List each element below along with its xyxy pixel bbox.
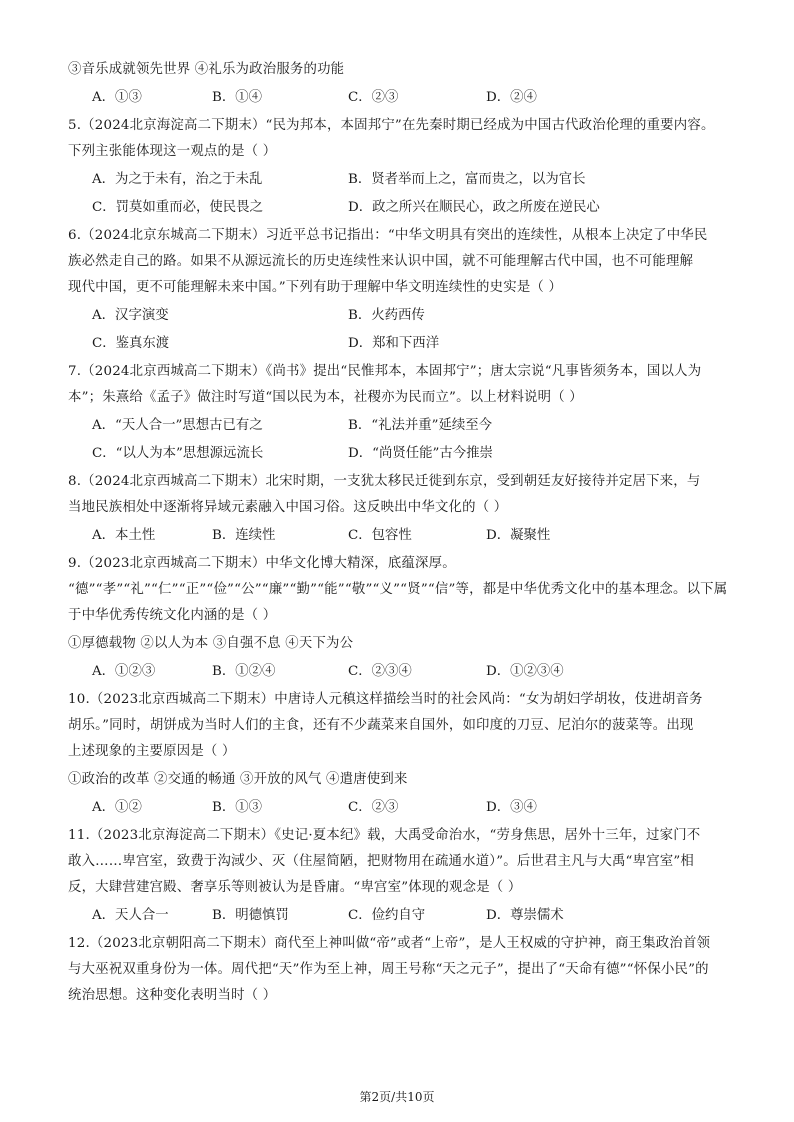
q5-option-d: D．政之所兴在顺民心，政之所废在逆民心: [348, 200, 600, 215]
q8-options: [92, 526, 734, 546]
q9-options: [92, 662, 734, 682]
q7-option-a: A．“天人合一”思想古已有之: [92, 418, 263, 433]
q4-option-a: A．①③: [92, 90, 142, 105]
q11-option-b: B．明德慎罚: [212, 908, 289, 923]
q9-stem-line-2: “德”“孝”“礼”“仁”“正”“俭”“公”“廉”“勤”“能”“敬”“义”“贤”“信”等，都是中华优秀文化中的基本理念。以下属: [68, 582, 728, 597]
q6-option-c: C．鉴真东渡: [92, 336, 170, 351]
q6-option-b: B．火药西传: [348, 308, 425, 323]
q10-options: [92, 798, 734, 818]
q8-option-c: C．包容性: [348, 528, 412, 543]
q4-statements: ③音乐成就领先世界 ④礼乐为政治服务的功能: [68, 62, 345, 77]
q10-option-c: C．②③: [348, 800, 399, 815]
q6-option-a: A．汉字演变: [92, 308, 169, 323]
q12-stem-line-3: 统治思想。这种变化表明当时（ ）: [68, 988, 277, 1003]
q11-option-a: A．天人合一: [92, 908, 169, 923]
q12-stem-line-1: 12.（2023北京朝阳高二下期末）商代至上神叫做“帝”或者“上帝”，是人王权威的守护神，商王集政治首领: [68, 936, 711, 951]
q11-options: [92, 906, 734, 926]
q7-option-d: D．“尚贤任能”古今推崇: [348, 446, 493, 461]
q4-option-c: C．②③: [348, 90, 399, 105]
q11-option-d: D．尊崇儒术: [486, 908, 564, 923]
q10-stem-line-2: 胡乐。”同时，胡饼成为当时人们的主食，还有不少蔬菜来自国外，如印度的刀豆、尼泊尔的菠菜等。出现: [68, 718, 694, 733]
q9-option-b: B．①②④: [212, 664, 276, 679]
q6-options-row-1: [92, 306, 734, 326]
q4-option-b: B．①④: [212, 90, 263, 105]
q6-option-d: D．郑和下西洋: [348, 336, 440, 351]
q11-option-c: C．俭约自守: [348, 908, 426, 923]
q8-option-a: A．本土性: [92, 528, 156, 543]
q5-stem-line-1: 5.（2024北京海淀高二下期末）“民为邦本，本固邦宁”在先秦时期已经成为中国古代政治伦理的重要内容。: [68, 118, 715, 133]
q9-option-d: D．①②③④: [486, 664, 564, 679]
q9-stem-line-3: 于中华优秀传统文化内涵的是（ ）: [68, 608, 277, 623]
q10-statements: ①政治的改革 ②交通的畅通 ③开放的风气 ④遣唐使到来: [68, 772, 408, 787]
q11-stem-line-1: 11.（2023北京海淀高二下期末）《史记·夏本纪》载，大禹受命治水，“劳身焦思，居外十三年，过家门不: [68, 828, 701, 843]
q10-stem-line-1: 10.（2023北京西城高二下期末）中唐诗人元稹这样描绘当时的社会风尚：“女为胡妇学胡妆，伎进胡音务: [68, 692, 703, 707]
q6-options-row-2: [92, 334, 734, 354]
q5-options-row-2: [92, 198, 734, 218]
q10-option-b: B．①③: [212, 800, 263, 815]
q5-option-c: C．罚莫如重而必，使民畏之: [92, 200, 263, 215]
q5-options-row-1: [92, 170, 734, 190]
q10-option-a: A．①②: [92, 800, 142, 815]
q8-option-d: D．凝聚性: [486, 528, 551, 543]
q9-option-c: C．②③④: [348, 664, 412, 679]
q7-option-b: B．“礼法并重”延续至今: [348, 418, 493, 433]
q4-option-d: D．②④: [486, 90, 537, 105]
q8-stem-line-2: 当地民族相处中逐渐将异域元素融入中国习俗。这反映出中华文化的（ ）: [68, 500, 508, 515]
q9-option-a: A．①②③: [92, 664, 156, 679]
q5-stem-line-2: 下列主张能体现这一观点的是（ ）: [68, 144, 277, 159]
q8-option-b: B．连续性: [212, 528, 276, 543]
q8-stem-line-1: 8.（2024北京西城高二下期末）北宋时期，一支犹太移民迁徙到东京，受到朝廷友好接待并定居下来，与: [68, 474, 701, 489]
q7-options-row-1: [92, 416, 734, 436]
q6-stem-line-3: 现代中国，更不可能理解未来中国。”下列有助于理解中华文明连续性的史实是（ ）: [68, 280, 563, 295]
q7-stem-line-1: 7.（2024北京西城高二下期末）《尚书》提出“民惟邦本，本固邦宁”；唐太宗说“凡事皆须务本，国以人为: [68, 364, 702, 379]
q9-statements: ①厚德载物 ②以人为本 ③自强不息 ④天下为公: [68, 636, 354, 651]
q9-stem-line-1: 9.（2023北京西城高二下期末）中华文化博大精深，底蕴深厚。: [68, 556, 456, 571]
q7-options-row-2: [92, 444, 734, 464]
q10-option-d: D．③④: [486, 800, 537, 815]
page-number: 第2页/共10页: [359, 1090, 435, 1104]
q5-option-b: B．贤者举而上之，富而贵之，以为官长: [348, 172, 586, 187]
q6-stem-line-2: 族必然走自己的路。如果不从源远流长的历史连续性来认识中国，就不可能理解古代中国，也不可能理解: [68, 254, 694, 269]
q10-stem-line-3: 上述现象的主要原因是（ ）: [68, 744, 236, 759]
q7-stem-line-2: 本”；朱熹给《孟子》做注时写道“国以民为本，社稷亦为民而立”。以上材料说明（ ）: [68, 390, 583, 405]
q5-option-a: A．为之于未有，治之于未乱: [92, 172, 263, 187]
q11-stem-line-2: 敢入……卑宫室，致费于沟淢少、灭（住屋简陋，把财物用在疏通水道）”。后世君主凡与大禹“卑宫室”相: [68, 854, 695, 869]
q6-stem-line-1: 6.（2024北京东城高二下期末）习近平总书记指出：“中华文明具有突出的连续性，从根本上决定了中华民: [68, 228, 708, 243]
q7-option-c: C．“以人为本”思想源远流长: [92, 446, 264, 461]
q4-options: [92, 88, 734, 108]
q12-stem-line-2: 与大巫祝双重身份为一体。周代把“天”作为至上神，周王号称“天之元子”，提出了“天命有德”“怀保小民”的: [68, 962, 709, 977]
q11-stem-line-3: 反，大肆营建宫殿、奢享乐等则被认为是昏庸。“卑宫室”体现的观念是（ ）: [68, 880, 522, 895]
